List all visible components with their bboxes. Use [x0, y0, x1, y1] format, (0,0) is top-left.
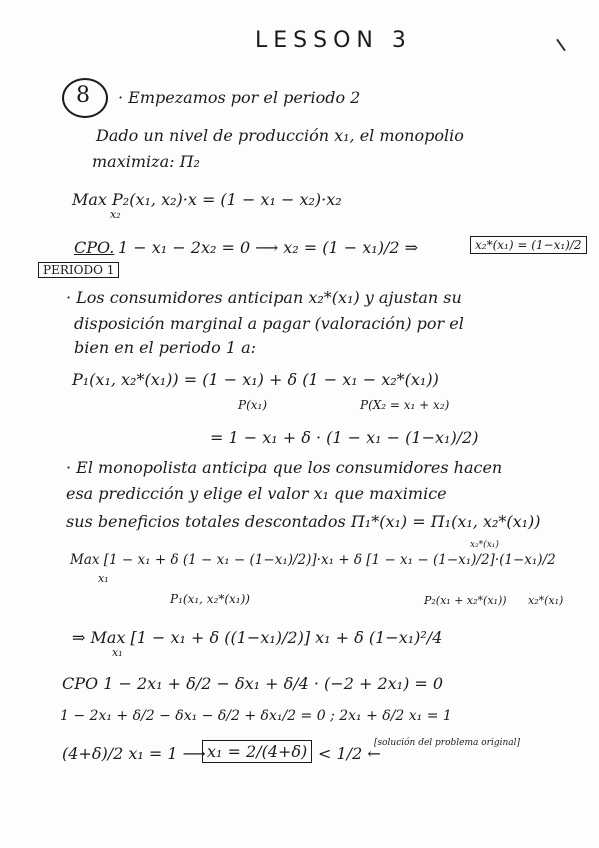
line-7: disposición marginal a pagar (valoración) por el	[74, 314, 464, 333]
line-18: (4+δ)/2 x₁ = 1 ⟶	[62, 744, 206, 763]
line-14-under-1: P₁(x₁, x₂*(x₁))	[170, 592, 250, 606]
page-title: LESSON 3	[255, 28, 412, 53]
line-15-sub: x₁	[112, 646, 123, 659]
exercise-number: 8	[62, 78, 108, 118]
line-16: CPO 1 − 2x₁ + δ/2 − δx₁ + δ/4 · (−2 + 2x₁) = 0	[62, 674, 444, 693]
line-6: · Los consumidores anticipan x₂*(x₁) y ajustan su	[66, 288, 462, 307]
line-9-under-2: P(X₂ = x₁ + x₂)	[360, 398, 450, 412]
line-3: maximiza: Π₂	[92, 152, 200, 171]
line-15: ⇒ Max [1 − x₁ + δ ((1−x₁)/2)] x₁ + δ (1−x₁)²/4	[72, 628, 443, 647]
line-8: bien en el periodo 1 a:	[74, 338, 257, 357]
line-18-note: [solución del problema original]	[374, 738, 521, 748]
result-box-x2: x₂*(x₁) = (1−x₁)/2	[470, 236, 587, 254]
line-18-ineq: < 1/2 ←	[318, 744, 381, 763]
line-14-under-2: P₂(x₁ + x₂*(x₁))	[424, 594, 507, 607]
line-14-top: x₂*(x₁)	[470, 540, 499, 550]
line-9-under-1: P(x₁)	[238, 398, 268, 412]
line-12: esa predicción y elige el valor x₁ que maximice	[66, 484, 447, 503]
line-5: 1 − x₁ − 2x₂ = 0 ⟶ x₂ = (1 − x₁)/2 ⇒	[118, 238, 419, 257]
line-4-sub: x₂	[110, 208, 121, 221]
line-14: Max [1 − x₁ + δ (1 − x₁ − (1−x₁)/2)]·x₁ + δ [1 − x₁ − (1−x₁)/2]·(1−x₁)/2	[70, 552, 556, 568]
line-4: Max P₂(x₁, x₂)·x = (1 − x₁ − x₂)·x₂	[72, 190, 342, 209]
line-1: · Empezamos por el periodo 2	[118, 88, 361, 107]
line-14-sub: x₁	[98, 572, 109, 585]
line-11: · El monopolista anticipa que los consumidores hacen	[66, 458, 503, 477]
pen-mark	[556, 39, 566, 52]
cpo-label: CPO.	[74, 238, 115, 257]
line-10: = 1 − x₁ + δ · (1 − x₁ − (1−x₁)/2)	[210, 428, 479, 447]
line-2: Dado un nivel de producción x₁, el monopolio	[96, 126, 464, 145]
result-box-x1: x₁ = 2/(4+δ)	[202, 740, 312, 763]
periodo-tag: PERIODO 1	[38, 262, 119, 278]
line-9: P₁(x₁, x₂*(x₁)) = (1 − x₁) + δ (1 − x₁ − x₂*(x₁))	[72, 370, 439, 389]
line-13: sus beneficios totales descontados Π₁*(x₁) = Π₁(x₁, x₂*(x₁))	[66, 512, 541, 531]
line-17: 1 − 2x₁ + δ/2 − δx₁ − δ/2 + δx₁/2 = 0 ; 2x₁ + δ/2 x₁ = 1	[60, 708, 452, 724]
line-14-under-3: x₂*(x₁)	[528, 594, 564, 607]
